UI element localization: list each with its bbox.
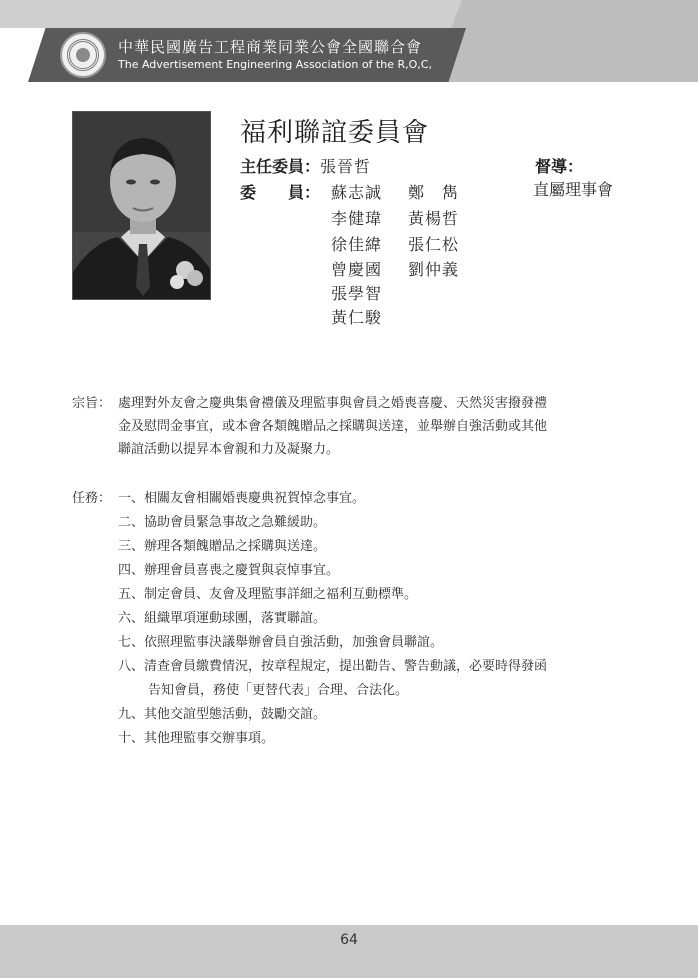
member-name: 徐佳緯: [331, 235, 383, 254]
association-logo: [60, 32, 106, 78]
task-item: 二、協助會員緊急事故之急難緩助。: [118, 515, 327, 530]
chair-row: [240, 154, 371, 177]
member-name: 張仁松: [408, 235, 460, 254]
committee-title: 福利聯誼委員會: [240, 118, 430, 148]
tasks-label: 任務：: [72, 491, 112, 506]
member-name: 黃楊哲: [408, 209, 460, 228]
member-name: 劉仲義: [408, 260, 460, 279]
member-name: 鄭 雋: [408, 183, 460, 202]
header-org-name-en: The Advertisement Engineering Association of the R,O,C,: [118, 58, 432, 71]
task-item: 一、相關友會相關婚喪慶典祝賀悼念事宜。: [118, 491, 366, 506]
task-item-continuation: 告知會員，務使「更替代表」合理、合法化。: [148, 683, 409, 698]
task-item: 三、辦理各類餽贈品之採購與送達。: [118, 539, 327, 554]
chair-portrait-photo: [72, 111, 211, 300]
member-name: 曾慶國: [331, 260, 383, 279]
task-item: 九、其他交誼型態活動，鼓勵交誼。: [118, 707, 327, 722]
task-item: 六、組織單項運動球團，落實聯誼。: [118, 611, 327, 626]
logo-core: [76, 48, 90, 62]
supervisor-label: 督導：: [535, 157, 584, 176]
task-item: 四、辦理會員喜喪之慶賀與哀悼事宜。: [118, 563, 340, 578]
task-item: 十、其他理監事交辦事項。: [118, 731, 275, 746]
header-org-name-zh: 中華民國廣告工程商業同業公會全國聯合會: [118, 38, 423, 56]
header-right-band: [430, 0, 698, 82]
member-name: 蘇志誠: [331, 183, 383, 202]
member-name: 李健瑋: [331, 209, 383, 228]
page-number: 64: [340, 932, 358, 948]
members-label-row: [240, 180, 320, 203]
portrait-illustration: [73, 112, 211, 300]
purpose-line: 聯誼活動以提昇本會親和力及凝聚力。: [118, 442, 340, 457]
chair-label: 主任委員：: [240, 157, 321, 176]
chair-name: 張晉哲: [320, 157, 372, 176]
member-name: 黃仁駿: [331, 308, 383, 327]
task-item: 八、清查會員繳費情況，按章程規定，提出勸告、警告動議，必要時得發函: [118, 659, 548, 674]
task-item: 五、制定會員、友會及理監事詳細之福利互動標準。: [118, 587, 418, 602]
task-item: 七、依照理監事決議舉辦會員自強活動，加強會員聯誼。: [118, 635, 444, 650]
purpose-line: 金及慰問金事宜，或本會各類餽贈品之採購與送達，並舉辦自強活動或其他: [118, 419, 548, 434]
members-label: 委 員：: [240, 183, 321, 202]
member-name: 張學智: [331, 284, 383, 303]
supervisor-value: 直屬理事會: [533, 180, 614, 199]
purpose-label: 宗旨：: [72, 396, 112, 411]
purpose-line: 處理對外友會之慶典集會禮儀及理監事與會員之婚喪喜慶、天然災害撥發禮: [118, 396, 548, 411]
